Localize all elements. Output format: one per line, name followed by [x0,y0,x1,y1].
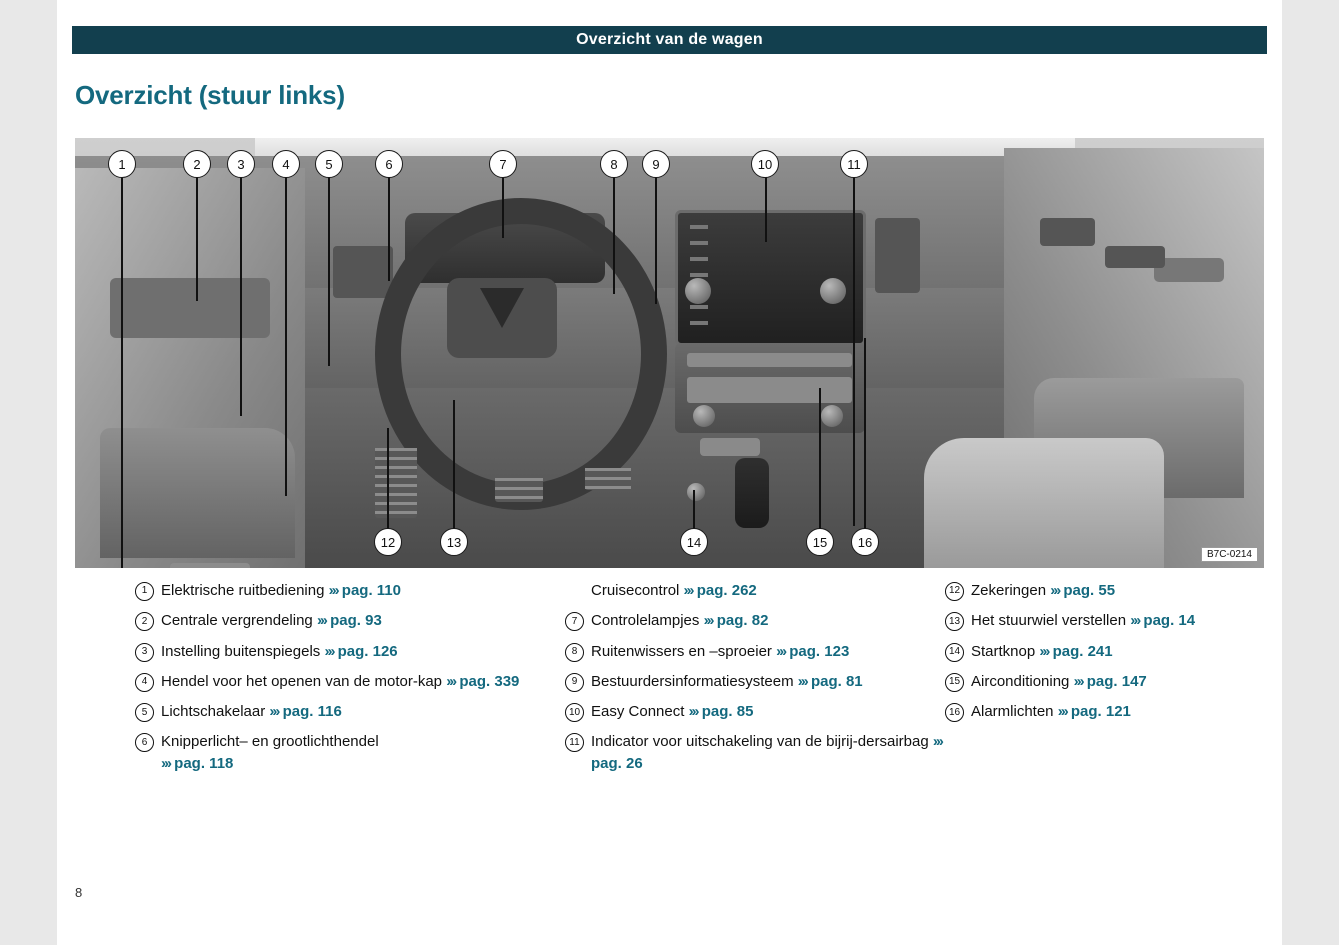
list-item [565,701,945,722]
legend-number: 10 [565,703,584,722]
climate-knob-right [821,405,843,427]
callout-2: 2 [183,150,211,178]
manual-page [57,0,1282,945]
legend-text: Cruisecontrol [591,582,680,599]
header-title: Overzicht van de wagen [576,31,763,48]
legend-text: Knipperlicht– en grootlichthendel [161,733,379,751]
legend-text: Elektrische ruitbediening [161,582,325,599]
console-switch-row [700,438,760,456]
climate-button-row-1 [687,353,852,367]
cockpit-illustration [75,138,1264,568]
legend-number: 4 [135,673,154,692]
page-header [72,26,1267,54]
accelerator-pedal [375,448,417,518]
legend-text: Startknop [971,642,1036,660]
page-ref[interactable]: pag. 126 [337,642,398,660]
chevrons-icon: ››› [324,642,334,660]
chevrons-icon: ››› [269,703,279,721]
list-item [945,641,1275,662]
list-item [945,580,1275,601]
legend-number: 5 [135,703,154,722]
legend-number: 12 [945,582,964,601]
legend-text: Centrale vergrendeling [161,612,313,630]
chevrons-icon: ››› [797,672,807,690]
page-ref[interactable]: pag. 85 [701,703,754,721]
screen-knob-right [820,278,846,304]
list-item [565,731,945,774]
window-switch-panel [170,563,250,568]
page-ref[interactable]: pag. 82 [716,612,769,630]
chevrons-icon: ››› [932,733,942,751]
chevrons-icon: ››› [1050,582,1060,599]
page-ref[interactable]: pag. 147 [1086,672,1147,690]
legend-text: Ruitenwissers en –sproeier [591,642,772,660]
chevrons-icon: ››› [1130,612,1140,630]
door-panel-trim [110,278,270,338]
legend-number: 1 [135,582,154,601]
legend-number: 7 [565,612,584,631]
callout-1: 1 [108,150,136,178]
legend-number: 13 [945,612,964,631]
air-vent-right-a [1040,218,1095,246]
leader-line-12 [387,428,389,538]
callout-11: 11 [840,150,868,178]
callout-9: 9 [642,150,670,178]
clutch-pedal [585,468,631,490]
callout-8: 8 [600,150,628,178]
gear-shifter [735,458,769,528]
leader-line-13 [453,400,455,538]
chevrons-icon: ››› [446,672,456,690]
climate-control-panel [675,343,865,433]
legend-column-3 [945,580,1275,731]
callout-15: 15 [806,528,834,556]
chevrons-icon: ››› [1039,642,1049,660]
chevrons-icon: ››› [703,612,713,630]
page-ref[interactable]: pag. 55 [1063,582,1116,599]
screen-icon-strip [690,225,708,325]
leader-line-5 [328,176,330,366]
page-ref[interactable]: pag. 110 [341,582,401,599]
legend-number: 9 [565,673,584,692]
list-item [135,610,535,631]
page-ref[interactable]: pag. 121 [1070,703,1131,721]
chevrons-icon: ››› [316,612,326,630]
chevrons-icon: ››› [1057,703,1067,721]
legend-text: Lichtschakelaar [161,703,266,721]
list-item [945,610,1275,631]
legend-text: Instelling buitenspiegels [161,642,321,660]
legend [75,580,1265,830]
leader-line-10 [765,176,767,242]
callout-13: 13 [440,528,468,556]
legend-text: Airconditioning [971,672,1070,690]
legend-number: 8 [565,643,584,662]
chevrons-icon: ››› [683,582,693,599]
list-item [135,701,535,722]
list-item [945,671,1275,692]
list-item [565,671,945,692]
legend-text: Easy Connect [591,703,685,721]
figure-code: B7C-0214 [1201,547,1258,562]
callout-16: 16 [851,528,879,556]
page-number: 8 [75,885,83,900]
brake-pedal [495,478,543,502]
list-item [135,731,535,774]
legend-text: Bestuurdersinformatiesysteem [591,672,794,690]
climate-knob-left [693,405,715,427]
page-ref[interactable]: pag. 14 [1143,612,1196,630]
leader-line-15 [819,388,821,538]
page-ref[interactable]: pag. 241 [1052,642,1113,660]
legend-number: 14 [945,643,964,662]
callout-3: 3 [227,150,255,178]
chevrons-icon: ››› [688,703,698,721]
list-item [135,580,535,601]
chevrons-icon: ››› [161,754,170,772]
driver-door [75,168,305,568]
leader-line-4 [285,176,287,496]
leader-line-8 [613,176,615,294]
leader-line-2 [196,176,198,301]
legend-text: Het stuurwiel verstellen [971,612,1127,630]
leader-line-7 [502,176,504,238]
legend-number: 15 [945,673,964,692]
list-item [565,641,945,662]
legend-text: Alarmlichten [971,703,1054,721]
screen-knob-left [685,278,711,304]
climate-button-row-2 [687,377,852,403]
chevrons-icon: ››› [776,642,786,660]
air-vent-right-b [1105,246,1165,268]
legend-column-1 [135,580,535,783]
chevrons-icon: ››› [328,582,338,599]
start-button [687,483,705,501]
legend-number: 11 [565,733,584,752]
callout-7: 7 [489,150,517,178]
legend-text: Indicator voor uitschakeling van de bijrij-dersairbag [591,733,929,751]
callout-4: 4 [272,150,300,178]
page-ref[interactable]: pag. 339 [459,672,520,690]
legend-column-2 [565,580,945,783]
legend-text: Zekeringen [971,582,1047,599]
legend-number: 16 [945,703,964,722]
air-vent-center [875,218,920,293]
page-ref[interactable]: pag. 118 [174,754,234,772]
legend-text: Hendel voor het openen van de motor-kap [161,672,443,690]
passenger-seat [924,438,1164,568]
door-armrest [100,428,295,558]
callout-10: 10 [751,150,779,178]
list-item [135,641,535,662]
page-title: Overzicht (stuur links) [75,80,345,110]
list-item [135,671,535,692]
leader-line-6 [388,176,390,281]
leader-line-16 [864,338,866,538]
page-ref[interactable]: pag. 116 [282,703,342,721]
callout-5: 5 [315,150,343,178]
page-ref[interactable]: pag. 93 [330,612,382,630]
page-ref[interactable]: pag. 81 [810,672,863,690]
callout-14: 14 [680,528,708,556]
page-ref[interactable]: pag. 123 [789,642,850,660]
chevrons-icon: ››› [1073,672,1083,690]
callout-6: 6 [375,150,403,178]
list-item [565,580,945,601]
air-vent-left [333,246,393,298]
leader-line-11 [853,176,855,526]
legend-number: 3 [135,643,154,662]
page-ref[interactable]: pag. 26 [591,754,643,772]
leader-line-9 [655,176,657,304]
leader-line-3 [240,176,242,416]
leader-line-1 [121,176,123,568]
legend-number: 6 [135,733,154,752]
page-ref[interactable]: pag. 262 [696,582,757,599]
list-item [565,610,945,631]
list-item [945,701,1275,722]
callout-12: 12 [374,528,402,556]
legend-number: 2 [135,612,154,631]
legend-text: Controlelampjes [591,612,700,630]
